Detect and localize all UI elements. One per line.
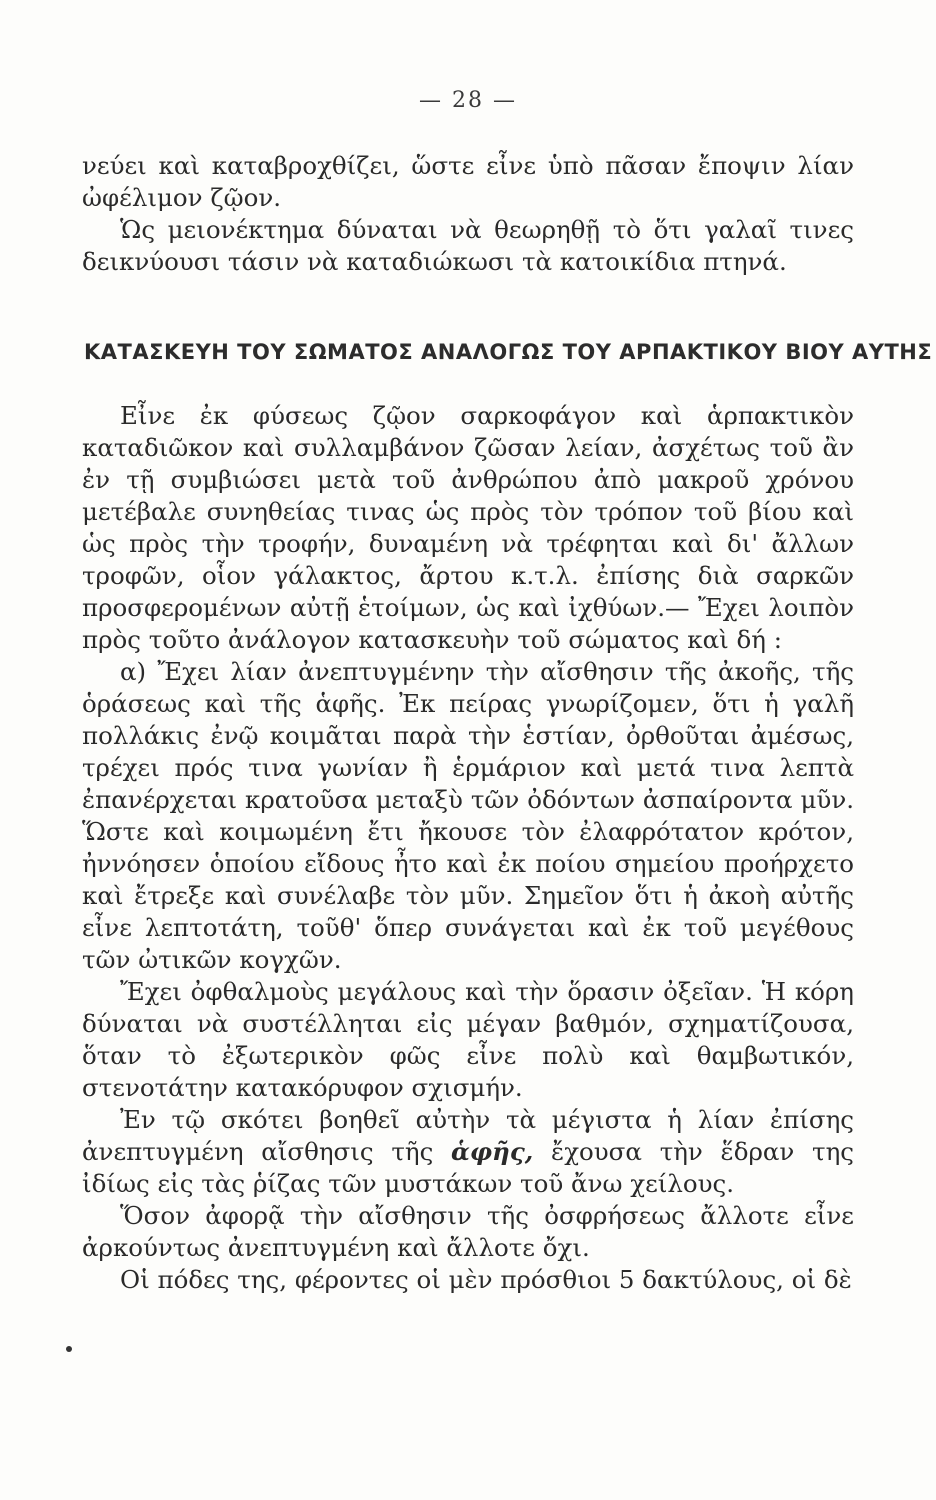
emphasized-word: ἁφῆς, xyxy=(451,1137,534,1166)
intro-text xyxy=(82,150,854,278)
section-body xyxy=(82,400,854,1296)
page-number: — 28 — xyxy=(419,88,517,113)
section-paragraph-6: Οἱ πόδες της, φέροντες οἱ μὲν πρόσθιοι 5 δακτύλους, οἱ δὲ xyxy=(120,1265,852,1294)
margin-dot xyxy=(66,1346,72,1352)
intro-paragraph-1: νεύει καὶ καταβροχθίζει, ὥστε εἶνε ὑπὸ πᾶσαν ἔποψιν λίαν ὠφέλιμον ζῷον. xyxy=(82,151,854,212)
section-paragraph-5: Ὅσον ἀφορᾷ τὴν αἴσθησιν τῆς ὀσφρήσεως ἄλλοτε εἶνε ἀρκούντως ἀνεπτυγμένη καὶ ἄλλοτε ὄχι. xyxy=(82,1201,854,1262)
section-paragraph-3: Ἔχει ὀφθαλμοὺς μεγάλους καὶ τὴν ὅρασιν ὀξεῖαν. Ἡ κόρη δύναται νὰ συστέλληται εἰς μέγαν βαθμόν, σχηματίζουσα, ὅταν τὸ ἐξωτερικὸν φῶς εἶνε πολὺ καὶ θαμβωτικόν, στενοτάτην κατακόρυφον σχισμήν. xyxy=(82,977,854,1102)
section-paragraph-2: α) Ἔχει λίαν ἀνεπτυγμένην τὴν αἴσθησιν τῆς ἀκοῆς, τῆς ὁράσεως καὶ τῆς ἁφῆς. Ἐκ πείρας γνωρίζομεν, ὅτι ἡ γαλῆ πολλάκις ἐνῷ κοιμᾶται παρὰ τὴν ἑστίαν, ὀρθοῦται ἀμέσως, τρέχει πρός τινα γωνίαν ἢ ἑρμάριον καὶ μετά τινα λεπτὰ ἐπανέρχεται κρατοῦσα μεταξὺ τῶν ὀδόντων ἀσπαίροντα μῦν. Ὥστε καὶ κοιμωμένη ἔτι ἤκουσε τὸν ἐλαφρότατον κρότον, ἠννόησεν ὁποίου εἴδους ἦτο καὶ ἐκ ποίου σημείου προήρχετο καὶ ἔτρεξε καὶ συνέλαβε τὸν μῦν. Σημεῖον ὅτι ἡ ἀκοὴ αὐτῆς εἶνε λεπτοτάτη, τοῦθ' ὅπερ συνάγεται καὶ ἐκ τοῦ μεγέθους τῶν ὠτικῶν κογχῶν. xyxy=(82,657,854,974)
paragraph-4-text-end: ἔχουσα τὴν ἕδραν της ἰδίως εἰς τὰς ῥίζας τῶν μυστάκων τοῦ ἄνω χείλους. xyxy=(82,1137,854,1198)
section-heading: ΚΑΤΑΣΚΕΥΗ ΤΟΥ ΣΩΜΑΤΟΣ ΑΝΑΛΟΓΩΣ ΤΟΥ ΑΡΠΑΚΤΙΚΟΥ ΒΙΟΥ ΑΥΤΗΣ xyxy=(84,340,933,364)
section-paragraph-1: Εἶνε ἐκ φύσεως ζῷον σαρκοφάγον καὶ ἁρπακτικὸν καταδιῶκον καὶ συλλαμβάνον ζῶσαν λείαν, ἀσχέτως τοῦ ἂν ἐν τῇ συμβιώσει μετὰ τοῦ ἀνθρώπου ἀπὸ μακροῦ χρόνου μετέβαλε συνηθείας τινας ὡς πρὸς τὸν τρόπον τοῦ βίου καὶ ὡς πρὸς τὴν τροφήν, δυναμένη νὰ τρέφηται καὶ δι' ἄλλων τροφῶν, οἷον γάλακτος, ἄρτου κ.τ.λ. ἐπίσης διὰ σαρκῶν προσφερομένων αὐτῇ ἑτοίμων, ὡς καὶ ἰχθύων.— Ἔχει λοιπὸν πρὸς τοῦτο ἀνάλογον κατασκευὴν τοῦ σώματος καὶ δή : xyxy=(82,401,854,654)
paragraph-4-text-start: Ἐν τῷ σκότει βοηθεῖ αὐτὴν τὰ μέγιστα ἡ λίαν ἐπίσης ἀνεπτυγμένη αἴσθησις τῆς xyxy=(82,1105,854,1166)
intro-paragraph-2: Ὡς μειονέκτημα δύναται νὰ θεωρηθῇ τὸ ὅτι γαλαῖ τινες δεικνύουσι τάσιν νὰ καταδιώκωσι τὰ κατοικίδια πτηνά. xyxy=(82,215,854,276)
section-paragraph-4 xyxy=(82,1104,854,1200)
